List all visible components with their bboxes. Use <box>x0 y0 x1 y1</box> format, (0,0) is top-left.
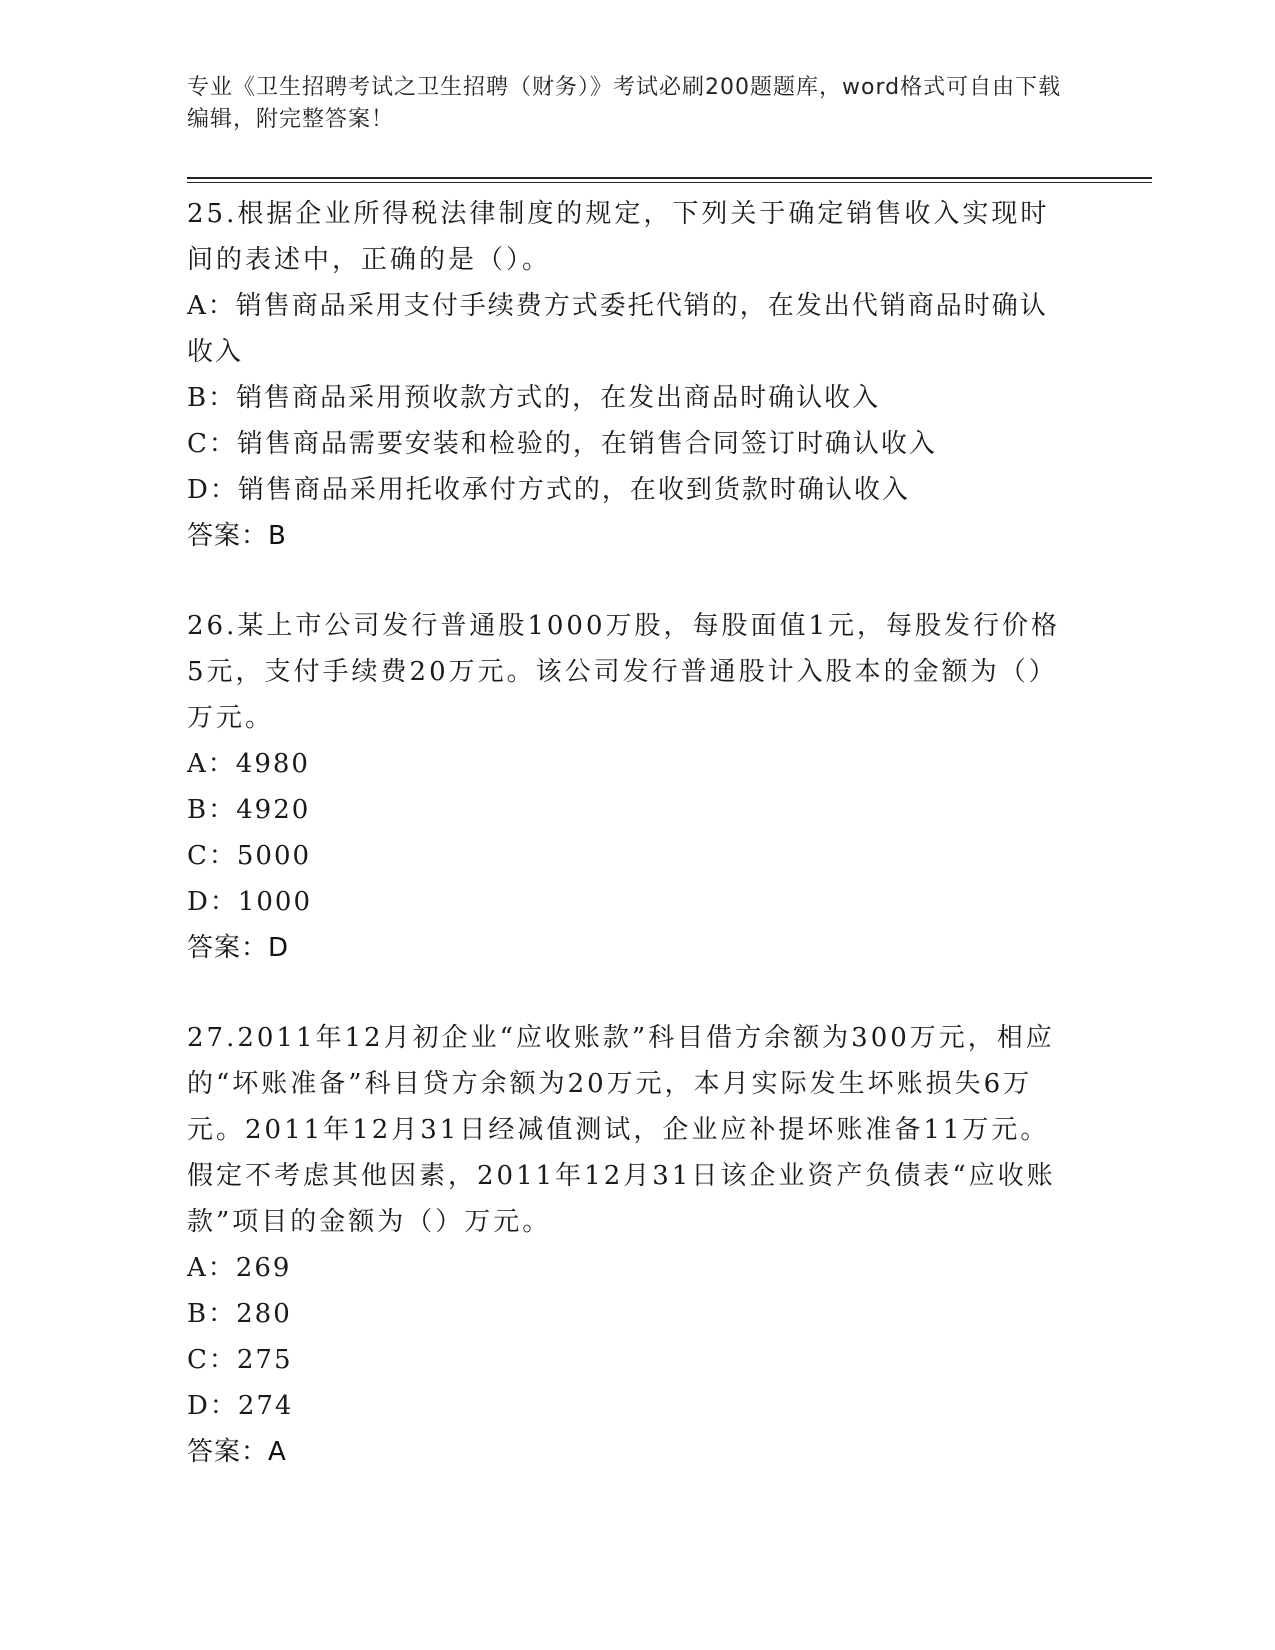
option-b: B：280 <box>187 1299 292 1329</box>
option-d: D：274 <box>187 1391 294 1421</box>
option-a: A：269 <box>187 1253 292 1283</box>
option-b: B：4920 <box>187 795 311 825</box>
document-header: 专业《卫生招聘考试之卫生招聘（财务）》考试必刷200题题库，word格式可自由下载编辑，附完整答案！ <box>187 75 1062 132</box>
question-26 <box>187 603 1067 971</box>
option-c: C：5000 <box>187 841 312 871</box>
question-27 <box>187 1015 1067 1475</box>
answer-label: 答案：B <box>187 521 287 551</box>
question-stem: 27.2011年12月初企业“应收账款”科目借方余额为300万元，相应的“坏账准备”科目贷方余额为20万元，本月实际发生坏账损失6万元。2011年12月31日经减值测试，企业应补提坏账准备11万元。假定不考虑其他因素，2011年12月31日该企业资产负债表“应收账款”项目的金额为（）万元。 <box>187 1023 1056 1237</box>
option-c: C：275 <box>187 1345 293 1375</box>
question-stem: 26.某上市公司发行普通股1000万股，每股面值1元，每股发行价格5元，支付手续费20万元。该公司发行普通股计入股本的金额为（）万元。 <box>187 611 1061 733</box>
option-a: A：销售商品采用支付手续费方式委托代销的，在发出代销商品时确认收入 <box>187 291 1048 367</box>
header-divider-thin <box>187 182 1152 183</box>
header-divider-thick <box>187 177 1152 179</box>
option-b: B：销售商品采用预收款方式的，在发出商品时确认收入 <box>187 383 881 413</box>
option-c: C：销售商品需要安装和检验的，在销售合同签订时确认收入 <box>187 429 937 459</box>
question-stem: 25.根据企业所得税法律制度的规定，下列关于确定销售收入实现时间的表述中，正确的是（）。 <box>187 199 1050 275</box>
question-list <box>187 191 1067 1519</box>
option-a: A：4980 <box>187 749 310 779</box>
answer-label: 答案：A <box>187 1437 287 1467</box>
question-25 <box>187 191 1067 559</box>
option-d: D：1000 <box>187 887 313 917</box>
answer-label: 答案：D <box>187 933 290 963</box>
option-d: D：销售商品采用托收承付方式的，在收到货款时确认收入 <box>187 475 910 505</box>
